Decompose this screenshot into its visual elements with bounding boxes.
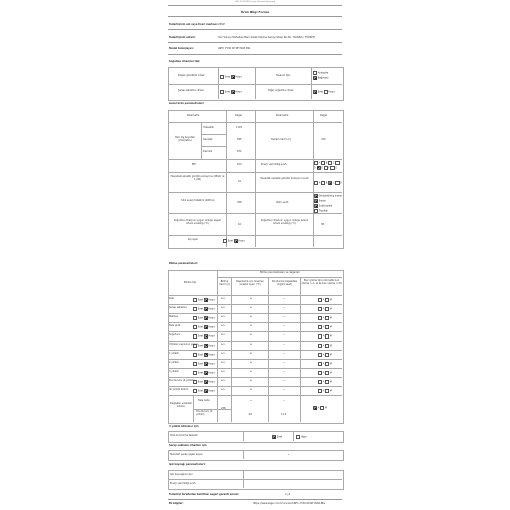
checkbox-empty-icon[interactable] (193, 344, 197, 348)
compartment-freeze: — (283, 378, 286, 382)
compartment-section: Bölme parametreleri: (169, 262, 198, 265)
compartment-name: Soğutucu (169, 333, 181, 337)
checkbox-empty-icon[interactable] (325, 298, 329, 302)
noise-label: Havadaki akustik gürültü emisyonu (dB(A) re 1 pW) (170, 175, 225, 181)
compartment-name: Dondurucu (4 yıldızlı) (169, 378, 195, 382)
compartment-volume: a.n. (221, 369, 226, 373)
compartment-defrost-options: A M (318, 298, 332, 302)
depth-label: Derinlik (203, 150, 213, 153)
checkbox-checked-icon[interactable] (314, 204, 318, 208)
compartment-volume: a.n. (221, 324, 226, 328)
checkbox-checked-icon[interactable] (204, 344, 208, 348)
four-star-section: 4 yıldızlı bölmeler için (169, 425, 199, 428)
checkbox-empty-icon[interactable] (320, 406, 324, 410)
compartment-defrost-header: Buz çözme tipi (otomatik buz çözme = A, el ile buz çözme = M) (301, 279, 342, 285)
compartment-temp: a. (250, 333, 253, 337)
winter-setting-label: Kış ayarı (188, 238, 199, 241)
checkbox-empty-icon[interactable] (220, 90, 224, 94)
total-volume-value: 330 (321, 138, 326, 141)
compartment-group-header: Bölme parametreleri ve değerleri (260, 271, 300, 274)
variable-sub1-label: Taze Gıda (198, 399, 210, 402)
checkbox-empty-icon[interactable] (193, 334, 197, 338)
compartment-temp: a. (250, 388, 253, 391)
compartment-presence-options: Evet Hayır (193, 298, 215, 302)
compartment-freeze: — (283, 297, 286, 300)
checkbox-empty-icon[interactable] (313, 71, 317, 75)
height-value: 1720 (236, 126, 243, 129)
compartment-defrost-options: A M (318, 307, 332, 311)
compartment-presence-options: Evet Hayır (193, 362, 215, 366)
compartment-presence-options: Evet Hayır (193, 353, 215, 357)
checkbox-empty-icon[interactable] (193, 389, 197, 393)
quick-freeze-no: Hayır (296, 435, 307, 439)
checkbox-empty-icon[interactable] (335, 161, 339, 165)
checkbox-checked-icon[interactable] (313, 90, 317, 94)
quick-freeze-label: Hızlı dondurma tesisatı (170, 434, 198, 437)
compartment-presence-options: Evet Hayır (193, 307, 215, 311)
compartment-temp: a. (250, 342, 253, 346)
depth-value: 672 (237, 150, 242, 153)
compartment-volume-header: Bölme hacmi (l) (219, 280, 230, 286)
checkbox-empty-icon[interactable] (324, 166, 328, 170)
checkbox-empty-icon[interactable] (193, 353, 197, 357)
checkbox-checked-icon[interactable] (204, 380, 208, 384)
compartment-freeze: — (283, 369, 286, 373)
compartment-volume: a.n. (221, 315, 226, 319)
checkbox-checked-icon[interactable] (231, 90, 235, 94)
checkbox-checked-icon[interactable] (313, 76, 317, 80)
compartment-defrost-options: A M (318, 353, 332, 357)
compartment-volume: a.n. (221, 342, 226, 346)
checkbox-empty-icon[interactable] (318, 298, 322, 302)
annual-energy-label: Yıllık enerji tüketimi (kWh/a) (180, 199, 215, 202)
cooling-type-section: Soğutma cihazının tipi: (169, 60, 201, 63)
compartment-freeze: — (283, 315, 286, 319)
wine-bottles-label: Standart şarap şişesi sayısı (170, 453, 203, 456)
compartment-freeze: — (283, 388, 286, 391)
compartment-presence-options: Evet Hayır (193, 371, 215, 375)
compartment-freeze: — (283, 306, 286, 310)
supplier-address: Yeni Sanayi Mahallesi Baro Sokak Manisa Sanayi Sitesi No:56 - MANİSA / TÜRKİYE (218, 36, 316, 39)
max-temp-label: Soğutma cihazının uygun olduğu azami ortam sıcaklığı (°C) (260, 219, 309, 225)
checkbox-checked-icon[interactable] (204, 334, 208, 338)
compartment-defrost-options: A M (318, 371, 332, 375)
checkbox-empty-icon[interactable] (193, 371, 197, 375)
compartment-freeze: — (283, 333, 286, 337)
checkbox-empty-icon[interactable] (220, 75, 224, 79)
compartment-name: İki yıldızlı bölüm (169, 388, 189, 391)
checkbox-empty-icon[interactable] (321, 161, 325, 165)
checkbox-empty-icon[interactable] (193, 325, 197, 329)
checkbox-empty-icon[interactable] (325, 344, 329, 348)
warranty-label: Tedarikçi tarafından belirtilen asgari garanti süresi: (169, 493, 239, 496)
supplier-name-label: Tedarikçinin adı veya ticari markası: (169, 23, 218, 26)
winter-setting-options: Evet Hayır (223, 239, 245, 243)
checkbox-checked-icon[interactable] (313, 406, 317, 410)
checkbox-empty-icon[interactable] (296, 435, 300, 439)
variable-compartment-label: Değişken sıcaklıklı bölme (170, 402, 192, 408)
variable-sub2-label: Dondurucu (4 yıldızlı) (196, 410, 213, 416)
compartment-presence-options: Evet Hayır (193, 325, 215, 329)
compartment-presence-options: Evet Hayır (193, 380, 215, 384)
checkbox-checked-icon[interactable] (204, 298, 208, 302)
compartment-volume: a.n. (221, 333, 226, 337)
compartment-temp: a. (250, 315, 253, 319)
compartment-freeze: — (283, 351, 286, 355)
compartment-name: Mahzen (169, 315, 179, 319)
compartment-defrost-options: A M (318, 389, 332, 393)
checkbox-checked-icon[interactable] (317, 166, 321, 170)
product-info-sheet (168, 0, 342, 510)
checkbox-empty-icon[interactable] (318, 307, 322, 311)
compartment-temp: a. (250, 306, 253, 310)
variable-volume: 238 (221, 407, 226, 410)
compartment-volume: a.n. (221, 351, 226, 355)
compartment-temp: a. (250, 351, 253, 355)
checkbox-empty-icon[interactable] (325, 325, 329, 329)
energy-class-label: Enerji verimliliği sınıfı (261, 163, 287, 166)
checkbox-empty-icon[interactable] (318, 371, 322, 375)
eei-value: 103 (237, 163, 242, 166)
compartment-presence-options: Evet Hayır (193, 344, 215, 348)
col-header-param-2: Parametre (276, 114, 289, 117)
extra-info-link[interactable]: https://www.liege.com.tr/urunler/LNFC-7530-XP-NF-INOX-BIG (253, 502, 326, 505)
checkbox-empty-icon[interactable] (325, 307, 329, 311)
compartment-defrost-options: A M (318, 380, 332, 384)
model-id-label: Model tanımlayıcı: (169, 47, 194, 50)
height-label: Yükseklik (203, 126, 214, 129)
min-temp-label: Soğutma cihazının uygun olduğu asgari ortam sıcaklığı (°C) (173, 219, 222, 225)
compartment-name: Şarap saklama (169, 306, 187, 310)
checkbox-empty-icon[interactable] (193, 298, 197, 302)
checkbox-empty-icon[interactable] (193, 380, 197, 384)
light-section: Işık kaynağı parametreleri: (169, 463, 206, 466)
checkbox-empty-icon[interactable] (325, 371, 329, 375)
checkbox-checked-icon[interactable] (204, 362, 208, 366)
noise-value: 41 (238, 180, 242, 183)
width-label: Genişlik (203, 138, 213, 141)
checkbox-empty-icon[interactable] (314, 209, 318, 213)
checkbox-empty-icon[interactable] (335, 181, 339, 185)
variable-sub1-temp: 4 (250, 400, 252, 402)
warranty-value: 2 yıl (285, 493, 291, 496)
checkbox-empty-icon[interactable] (318, 325, 322, 329)
checkbox-empty-icon[interactable] (318, 362, 322, 366)
variable-defrost-options: A M (313, 406, 327, 410)
compartment-defrost-options: A M (318, 316, 332, 320)
checkbox-empty-icon[interactable] (318, 344, 322, 348)
col-header-value: Değer (235, 114, 243, 117)
compartment-temp: a. (250, 324, 253, 328)
design-type-built-in: Ankastre (313, 71, 328, 75)
compartment-temp: a. (250, 378, 253, 382)
checkbox-checked-icon[interactable] (234, 239, 238, 243)
compartment-volume: a.n. (221, 297, 226, 300)
checkbox-checked-icon[interactable] (204, 307, 208, 311)
checkbox-empty-icon[interactable] (193, 362, 197, 366)
compartment-freeze: — (283, 360, 286, 364)
design-type-freestanding: Bağımsız (313, 76, 328, 80)
compartment-freeze: — (283, 324, 286, 328)
supplier-name: LIEGE (218, 23, 225, 26)
regulation-note: (EU) 2019/2016 sayılı Yönetmelik gereği (234, 1, 276, 3)
dimensions-label: Tam dış boyutlar (milimetre) (175, 136, 195, 142)
variable-sub2-temp: -18 (248, 413, 252, 416)
checkbox-checked-icon[interactable] (204, 389, 208, 393)
checkbox-empty-icon[interactable] (318, 334, 322, 338)
compartment-name: Kiler (169, 297, 175, 300)
checkbox-checked-icon[interactable] (314, 194, 318, 198)
checkbox-checked-icon[interactable] (204, 353, 208, 357)
compartment-defrost-options: A M (318, 325, 332, 329)
checkbox-checked-icon[interactable] (328, 181, 332, 185)
checkbox-empty-icon[interactable] (330, 166, 334, 170)
wine-storage-options: Evet Hayır (220, 90, 242, 94)
compartment-presence-options: Evet Hayır (193, 316, 215, 320)
checkbox-empty-icon[interactable] (318, 353, 322, 357)
checkbox-empty-icon[interactable] (324, 90, 328, 94)
checkbox-checked-icon[interactable] (204, 325, 208, 329)
checkbox-empty-icon[interactable] (325, 380, 329, 384)
checkbox-empty-icon[interactable] (193, 316, 197, 320)
compartment-volume: a.n. (221, 388, 226, 391)
checkbox-empty-icon[interactable] (325, 353, 329, 357)
wine-storage-label: Şarap saklama cihazı: (178, 89, 205, 92)
annual-energy-value: 328 (237, 201, 242, 204)
low-noise-options: Evet Hayır (220, 75, 242, 79)
noise-class-options: A B C D (314, 181, 342, 185)
checkbox-empty-icon[interactable] (328, 161, 332, 165)
checkbox-empty-icon[interactable] (321, 181, 325, 185)
variable-sub1-freeze: — (283, 399, 286, 402)
climate-class-options: Genişletilmiş ılıman Ilıman Subtropikal Tropikal (314, 194, 342, 214)
checkbox-empty-icon[interactable] (223, 239, 227, 243)
checkbox-empty-icon[interactable] (314, 181, 318, 185)
energy-class-options: A B C D E F G (314, 161, 341, 170)
model-id: LNFC 7530 XP NF INOX BIG (218, 47, 251, 50)
compartment-presence-options: Evet Hayır (193, 389, 215, 393)
total-volume-label: Toplam hacim (l) (271, 138, 291, 141)
checkbox-empty-icon[interactable] (325, 316, 329, 320)
compartment-freeze: — (283, 342, 286, 346)
compartment-name: 2 yıldızlı (169, 360, 179, 364)
eei-label: EEI (192, 163, 196, 166)
col-header-param: Parametre (187, 114, 200, 117)
col-header-value-2: Değer (320, 114, 328, 117)
checkbox-checked-icon[interactable] (231, 75, 235, 79)
compartment-presence-options: Evet Hayır (193, 334, 215, 338)
compartment-volume: a.n. (221, 378, 226, 382)
checkbox-empty-icon[interactable] (318, 316, 322, 320)
compartment-name: Taze gıda (169, 324, 181, 328)
low-noise-label: Düşük gürültülü cihaz: (178, 74, 205, 77)
compartment-temp-header: Depolama için önerilen sıcaklık ayarı (°C) (236, 280, 264, 286)
checkbox-empty-icon[interactable] (314, 161, 318, 165)
wine-section: Şarap saklama cihazları için (169, 444, 207, 447)
compartment-defrost-options: A M (318, 362, 332, 366)
checkbox-empty-icon[interactable] (325, 362, 329, 366)
compartment-volume: a.n. (221, 360, 226, 364)
variable-sub2-freeze: 11,5 (281, 413, 287, 416)
checkbox-checked-icon[interactable] (272, 435, 276, 439)
checkbox-empty-icon[interactable] (325, 389, 329, 393)
noise-class-label: Havadaki akustik gürültü emisyonu sınıfı (260, 177, 309, 180)
wine-bottles-value: a (288, 454, 290, 456)
compartment-temp: a. (250, 360, 253, 364)
compartment-name: Yıldızsız veya buz yapıcı (169, 342, 198, 346)
checkbox-empty-icon[interactable] (318, 380, 322, 384)
checkbox-empty-icon[interactable] (325, 334, 329, 338)
max-temp-value: 38 (321, 223, 325, 226)
compartment-defrost-options: A M (318, 334, 332, 338)
checkbox-checked-icon[interactable] (204, 316, 208, 320)
compartment-defrost-options: A M (318, 344, 332, 348)
light-class-label: Enerji verimliliği sınıfı (170, 482, 196, 485)
checkbox-empty-icon[interactable] (193, 307, 197, 311)
quick-freeze-yes: Evet (272, 435, 282, 439)
compartment-name: 3 yıldızlı (169, 369, 179, 373)
compartment-name: 1 yıldızlı (169, 351, 179, 355)
climate-class-label: İklim sınıfı: (276, 201, 289, 204)
sheet-title: Ürün Bilgi Formu (240, 10, 270, 14)
checkbox-checked-icon[interactable] (314, 199, 318, 203)
other-appliance-options: Evet Hayır (313, 90, 335, 94)
compartment-volume: a.n. (221, 306, 226, 310)
design-type-label: Tasarım tipi: (276, 74, 291, 77)
width-value: 595 (237, 138, 242, 141)
compartment-freeze-header: Dondurma kapasitesi (kg/24 saat) (271, 280, 298, 286)
extra-info-label: Ek bilgiler: (169, 502, 184, 505)
compartment-type-header: Bölme tipi (184, 281, 197, 284)
checkbox-empty-icon[interactable] (318, 389, 322, 393)
compartment-temp: a. (250, 369, 253, 373)
checkbox-checked-icon[interactable] (204, 371, 208, 375)
supplier-address-label: Tedarikçinin adresi: (169, 36, 196, 39)
other-appliance-label: Diğer soğutma cihazı: (268, 89, 295, 92)
general-params-section: Genel ürün parametreleri: (169, 102, 205, 105)
light-type-label: Işık kaynağının tipi (170, 473, 193, 476)
min-temp-value: 10 (238, 223, 242, 226)
compartment-temp: a. (250, 297, 253, 300)
